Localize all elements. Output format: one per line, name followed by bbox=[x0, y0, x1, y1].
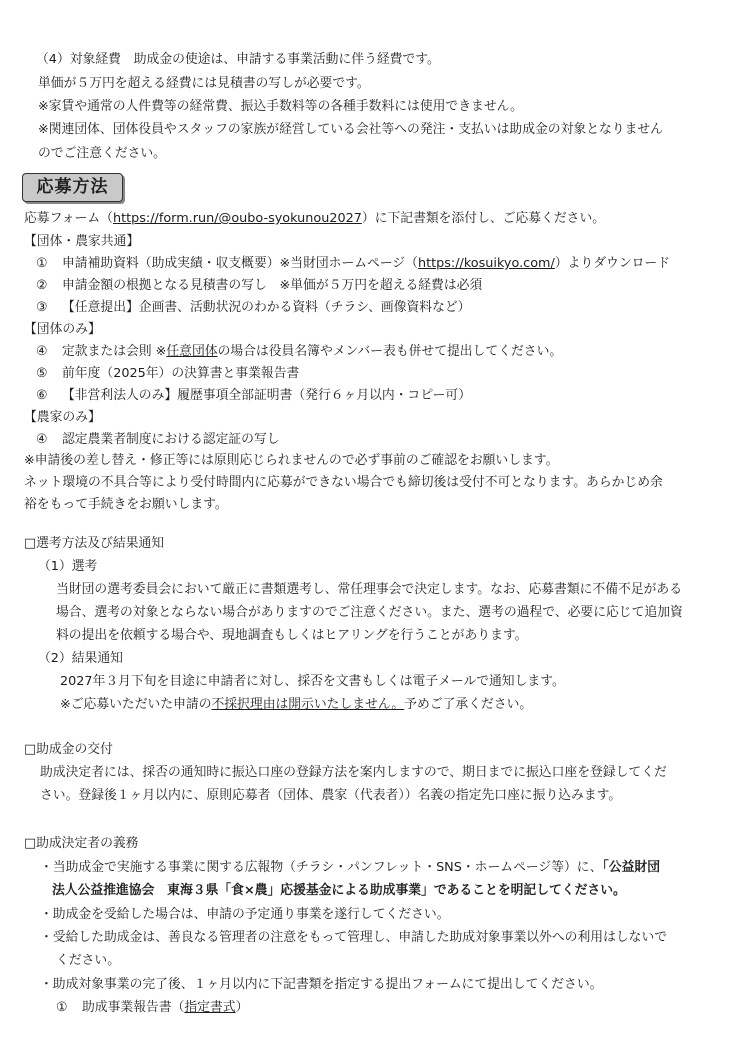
farmer-docs-label: 【農家のみ】 bbox=[24, 410, 101, 425]
result-underlined-text: 不採択理由は開示いたしません。 bbox=[211, 697, 405, 712]
selection-p2: 場合、選考の対象とならない場合がありますのでご注意ください。また、選考の過程で、必要に応じて追加資 bbox=[56, 605, 683, 620]
apply-note-3: 裕をもって手続きをお願いします。 bbox=[24, 497, 228, 512]
item-text: 助成事業報告書（ bbox=[82, 1000, 185, 1015]
duty-1 bbox=[40, 862, 660, 875]
duty-3: ・受給した助成金は、善良なる管理者の注意をもって管理し、申請した助成対象事業以外への利用はしないで bbox=[40, 930, 668, 945]
apply-form-line bbox=[24, 213, 605, 226]
item-number: ③ bbox=[36, 300, 48, 315]
item-number: ④ bbox=[36, 344, 48, 359]
item-number: ② bbox=[36, 278, 48, 293]
item-number: ④ bbox=[36, 432, 48, 447]
item-number: ① bbox=[56, 1000, 68, 1015]
item-text-tail: ）よりダウンロード bbox=[554, 256, 670, 271]
selection-sub1: （1）選考 bbox=[38, 559, 98, 574]
list-item bbox=[36, 280, 482, 293]
target-quote-note: 単価が５万円を超える経費には見積書の写しが必要です。 bbox=[38, 76, 370, 91]
homepage-link[interactable]: https://kosuikyo.com/ bbox=[417, 256, 555, 271]
list-item bbox=[36, 258, 670, 271]
result-line-1: 2027年３月下旬を目途に申請者に対し、採否を文書もしくは電子メールで通知します。 bbox=[60, 674, 565, 689]
item-text: 認定農業者制度における認定証の写し bbox=[62, 432, 280, 447]
item-text: 申請金額の根拠となる見積書の写し ※単価が５万円を超える経費は必須 bbox=[62, 278, 483, 293]
target-related-note: ※関連団体、団体役員やスタッフの家族が経営している会社等への発注・支払いは助成金の対象となりません bbox=[38, 122, 663, 137]
apply-note-1: ※申請後の差し替え・修正等には原則応じられませんので必ず事前のご確認をお願いします。 bbox=[24, 453, 559, 468]
item-text-tail: の場合は役員名簿やメンバー表も併せて提出してください。 bbox=[217, 344, 563, 359]
result-line-2 bbox=[60, 699, 532, 712]
result-text: ※ご応募いただいた申請の bbox=[60, 697, 212, 712]
list-item bbox=[36, 390, 471, 403]
item-text: 申請補助資料（助成実績・収支概要）※当財団ホームページ（ bbox=[62, 256, 418, 271]
selection-title: □選考方法及び結果通知 bbox=[24, 536, 165, 551]
item-text: 【任意提出】企画書、活動状況のわかる資料（チラシ、画像資料など） bbox=[62, 300, 471, 315]
apply-heading: 応募方法 bbox=[22, 173, 123, 202]
apply-form-pre: 応募フォーム（ bbox=[24, 211, 113, 226]
target-exclusion-note: ※家賃や通常の人件費等の経常費、振込手数料等の各種手数料には使用できません。 bbox=[38, 99, 523, 114]
duty-text: ・当助成金で実施する事業に関する広報物（チラシ・パンフレット・SNS・ホームページ等）に、 bbox=[40, 860, 603, 875]
grant-p2: さい。登録後１ヶ月以内に、原則応募者（団体、農家（代表者））名義の指定先口座に振り込みます。 bbox=[40, 788, 622, 803]
grant-p1: 助成決定者には、採否の通知時に振込口座の登録方法を案内しますので、期日までに振込口座を登録してくだ bbox=[40, 765, 667, 780]
list-item bbox=[36, 434, 280, 447]
item-number: ⑤ bbox=[36, 366, 48, 381]
grant-title: □助成金の交付 bbox=[24, 742, 113, 757]
duty-report-item bbox=[56, 1002, 248, 1015]
item-text: 定款または会則 ※ bbox=[62, 344, 167, 359]
item-text: 【非営利法人のみ】履歴事項全部証明書（発行６ヶ月以内・コピー可） bbox=[62, 388, 471, 403]
duty-4: ・助成対象事業の完了後、１ヶ月以内に下記書類を指定する提出フォームにて提出してください。 bbox=[40, 977, 603, 992]
item-text: 前年度（2025年）の決算書と事業報告書 bbox=[62, 366, 300, 381]
item-number: ⑥ bbox=[36, 388, 48, 403]
duty-3-cont: ください。 bbox=[56, 953, 120, 968]
selection-p1: 当財団の選考委員会において厳正に書類選考し、常任理事会で決定します。なお、応募書類に不備不足がある bbox=[56, 582, 683, 597]
duties-title: □助成決定者の義務 bbox=[24, 836, 139, 851]
result-text-tail: 予めご了承ください。 bbox=[404, 697, 533, 712]
apply-form-post: ）に下記書類を添付し、ご応募ください。 bbox=[361, 211, 606, 226]
duty-bold-text: 「公益財団 bbox=[602, 860, 660, 875]
selection-p3: 料の提出を依頼する場合や、現地調査もしくはヒアリングを行うことがあります。 bbox=[56, 628, 528, 643]
item-underlined-text: 指定書式 bbox=[184, 1000, 236, 1015]
apply-note-2: ネット環境の不具合等により受付時間内に応募ができない場合でも締切後は受付不可となります。あらかじめ余 bbox=[24, 475, 663, 490]
target-expenses-line: （4）対象経費 助成金の使途は、申請する事業活動に伴う経費です。 bbox=[36, 52, 440, 67]
item-text-tail: ） bbox=[235, 1000, 249, 1015]
group-docs-label: 【団体のみ】 bbox=[24, 322, 101, 337]
selection-sub2: （2）結果通知 bbox=[38, 651, 123, 666]
list-item bbox=[36, 368, 299, 381]
list-item bbox=[36, 346, 562, 359]
target-related-note-cont: のでご注意ください。 bbox=[38, 146, 166, 161]
duty-2: ・助成金を受給した場合は、申請の予定通り事業を遂行してください。 bbox=[40, 907, 450, 922]
apply-form-link[interactable]: https://form.run/@oubo-syokunou2027 bbox=[112, 211, 362, 226]
duty-1-cont: 法人公益推進協会 東海３県「食×農」応援基金による助成事業」であることを明記してください。 bbox=[52, 883, 626, 898]
list-item bbox=[36, 302, 470, 315]
common-docs-label: 【団体・農家共通】 bbox=[24, 234, 140, 249]
item-number: ① bbox=[36, 256, 48, 271]
item-underlined-text: 任意団体 bbox=[166, 344, 218, 359]
